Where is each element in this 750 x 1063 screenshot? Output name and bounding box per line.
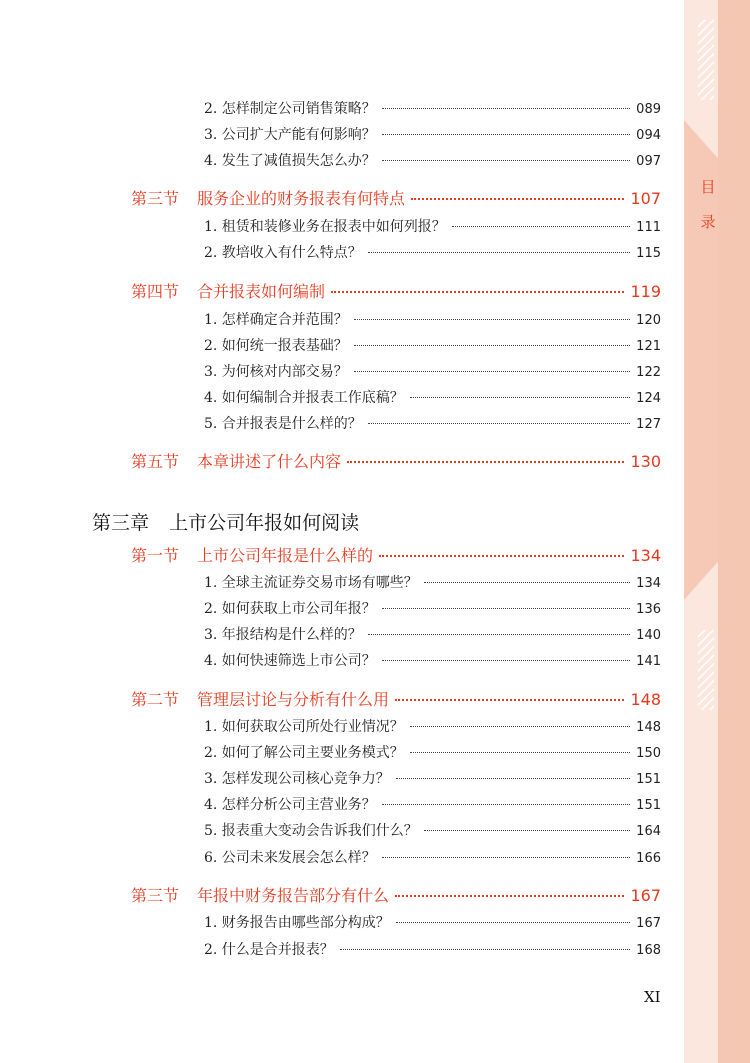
entry-title: 4. 发生了减值损失怎么办？ [204,153,376,169]
toc-entry[interactable] [204,387,661,407]
entry-title: 2. 怎样制定公司销售策略？ [204,101,376,117]
entry-title: 3. 年报结构是什么样的？ [204,627,362,643]
dot-leader [382,857,630,858]
page-number: 121 [636,339,661,354]
dot-leader [354,319,630,320]
page-number: 122 [636,365,661,380]
dot-leader [395,895,624,897]
section-title: 上市公司年报是什么样的 [197,546,374,565]
toc-entry[interactable] [204,124,661,144]
section-number: 第三节 [131,886,180,905]
toc-entry[interactable] [204,624,661,644]
page-number: 130 [630,452,661,471]
decorative-stripes-bottom [698,630,714,710]
entry-title: 1. 如何获取公司所处行业情况？ [204,719,404,735]
section-number: 第四节 [131,282,180,301]
dot-leader [354,371,630,372]
entry-title: 2. 如何统一报表基础？ [204,338,348,354]
page-number: 166 [636,851,661,866]
section-title: 年报中财务报告部分有什么 [197,886,390,905]
page-number: 107 [630,189,661,208]
page-number: 167 [630,886,661,905]
entry-title: 5. 报表重大变动会告诉我们什么？ [204,823,418,839]
entry-title: 2. 什么是合并报表？ [204,942,334,958]
chapter-heading[interactable] [92,508,359,535]
section-title: 服务企业的财务报表有何特点 [197,189,406,208]
dot-leader [331,291,624,293]
page-number: 151 [636,798,661,813]
dot-leader [396,778,630,779]
page-number: 150 [636,746,661,761]
toc-entry[interactable] [204,309,661,329]
toc-section[interactable] [131,186,661,209]
chapter-title: 上市公司年报如何阅读 [169,512,360,534]
dot-leader [411,198,624,200]
sidebar-label-lu: 录 [700,213,716,231]
page-number: 164 [636,824,661,839]
toc-entry[interactable] [204,413,661,433]
entry-title: 3. 公司扩大产能有何影响？ [204,127,376,143]
dot-leader [382,608,630,609]
dot-leader [382,804,630,805]
page-number: 115 [636,246,661,261]
right-edge-strip [718,0,750,1063]
page-number: 127 [636,417,661,432]
page-number: 134 [636,576,661,591]
chapter-number: 第三章 [92,512,150,534]
toc-entry[interactable] [204,768,661,788]
page-number: 119 [630,282,661,301]
dot-leader [410,752,630,753]
toc-section[interactable] [131,543,661,566]
page-number: 136 [636,602,661,617]
section-number: 第三节 [131,189,180,208]
dot-leader [410,397,630,398]
dot-leader [410,726,630,727]
page-number: 089 [636,102,661,117]
page-number: 120 [636,313,661,328]
section-number: 第一节 [131,546,180,565]
dot-leader [368,252,630,253]
dot-leader [382,134,630,135]
toc-entry[interactable] [204,847,661,867]
toc-entry[interactable] [204,216,661,236]
entry-title: 3. 怎样发现公司核心竞争力？ [204,771,390,787]
entry-title: 4. 如何快速筛选上市公司？ [204,653,376,669]
toc-entry[interactable] [204,98,661,118]
decorative-stripes-top [698,20,714,100]
dot-leader [382,660,630,661]
toc-entry[interactable] [204,150,661,170]
toc-entry[interactable] [204,820,661,840]
toc-entry[interactable] [204,794,661,814]
page-number: 151 [636,772,661,787]
dot-leader [396,922,630,923]
page-number: 124 [636,391,661,406]
entry-title: 1. 全球主流证券交易市场有哪些？ [204,575,418,591]
toc-entry[interactable] [204,242,661,262]
dot-leader [354,345,630,346]
entry-title: 5. 合并报表是什么样的？ [204,416,362,432]
page-number: 148 [636,720,661,735]
toc-section[interactable] [131,279,661,302]
section-title: 管理层讨论与分析有什么用 [197,690,390,709]
entry-title: 3. 为何核对内部交易？ [204,364,348,380]
entry-title: 2. 如何获取上市公司年报？ [204,601,376,617]
section-number: 第二节 [131,690,180,709]
entry-title: 2. 如何了解公司主要业务模式？ [204,745,404,761]
entry-title: 4. 怎样分析公司主营业务？ [204,797,376,813]
dot-leader [340,949,630,950]
entry-title: 6. 公司未来发展会怎么样？ [204,850,376,866]
dot-leader [424,582,630,583]
page-number: 094 [636,128,661,143]
section-number: 第五节 [131,452,180,471]
page-number: 167 [636,916,661,931]
page-number: 134 [630,546,661,565]
dot-leader [347,461,624,463]
page-folio: XI [644,988,661,1006]
toc-section[interactable] [131,687,661,710]
entry-title: 4. 如何编制合并报表工作底稿？ [204,390,404,406]
entry-title: 1. 财务报告由哪些部分构成？ [204,915,390,931]
toc-section[interactable] [131,883,661,906]
entry-title: 1. 怎样确定合并范围？ [204,312,348,328]
dot-leader [382,108,630,109]
dot-leader [424,830,630,831]
page-number: 148 [630,690,661,709]
toc-entry[interactable] [204,742,661,762]
dot-leader [379,555,624,557]
toc-entry[interactable] [204,572,661,592]
entry-title: 2. 教培收入有什么特点？ [204,245,362,261]
toc-entry[interactable] [204,361,661,381]
page-number: 141 [636,654,661,669]
toc-entry[interactable] [204,939,661,959]
page-number: 111 [636,220,661,235]
page-number: 097 [636,154,661,169]
page-number: 140 [636,628,661,643]
toc-section[interactable] [131,449,661,472]
dot-leader [452,226,630,227]
toc-entry[interactable] [204,716,661,736]
toc-entry[interactable] [204,650,661,670]
entry-title: 1. 租赁和装修业务在报表中如何列报？ [204,219,446,235]
toc-entry[interactable] [204,912,661,932]
toc-entry[interactable] [204,335,661,355]
section-title: 合并报表如何编制 [197,282,326,301]
dot-leader [395,699,624,701]
dot-leader [368,634,630,635]
dot-leader [382,160,630,161]
toc-entry[interactable] [204,598,661,618]
section-title: 本章讲述了什么内容 [197,452,342,471]
dot-leader [368,423,630,424]
sidebar-label-mu: 目 [700,178,716,196]
page-number: 168 [636,943,661,958]
